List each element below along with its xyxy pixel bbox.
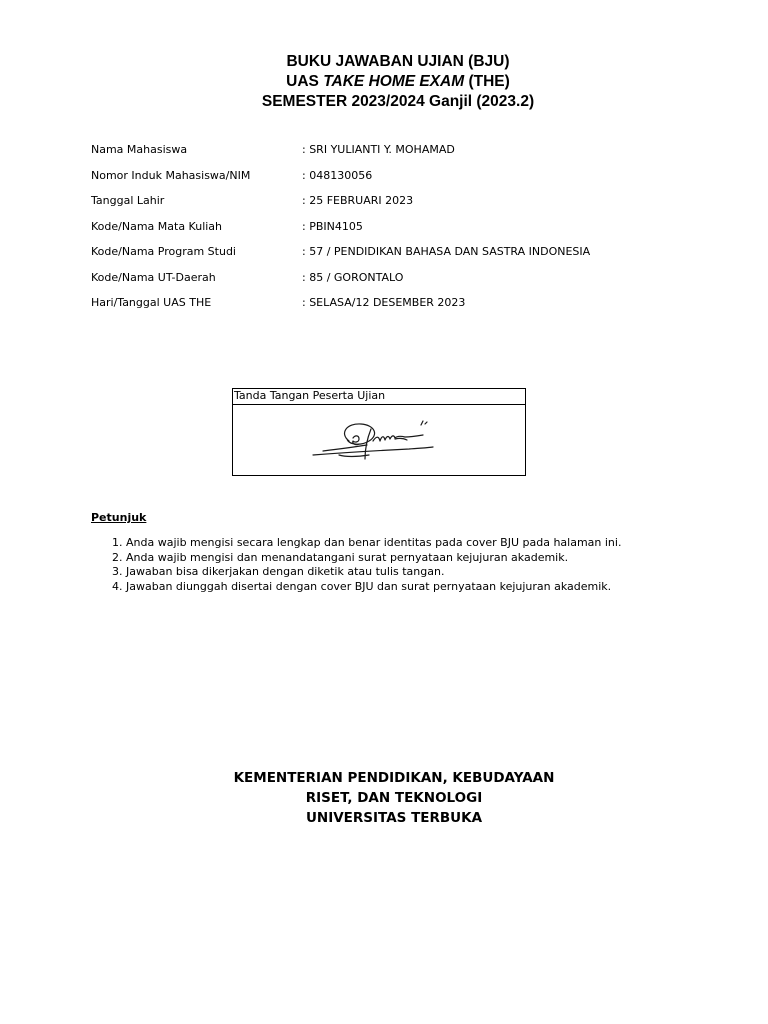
title-line-3: SEMESTER 2023/2024 Ganjil (2023.2): [261, 93, 535, 110]
identity-label: Kode/Nama UT-Daerah: [91, 270, 216, 284]
identity-row-exam-date: [91, 294, 711, 320]
title-line-2-suffix: (THE): [464, 73, 510, 90]
identity-label: Tanggal Lahir: [91, 194, 165, 207]
identity-label: Kode/Nama Mata Kuliah: [91, 219, 223, 233]
identity-row-region: [91, 269, 711, 295]
title-line-1: BUKU JAWABAN UJIAN (BJU): [286, 53, 510, 70]
identity-value: : 57 / PENDIDIKAN BAHASA DAN SASTRA INDONESIA: [302, 245, 591, 258]
identity-label: Hari/Tanggal UAS THE: [91, 296, 212, 309]
identity-value: : PBIN4105: [302, 219, 363, 233]
signature-box-header: Tanda Tangan Peserta Ujian: [233, 389, 525, 405]
list-item: 2. Anda wajib mengisi dan menandatangani surat pernyataan kejujuran akademik.: [126, 551, 711, 566]
identity-value: : 048130056: [302, 168, 373, 182]
identity-value: : 25 FEBRUARI 2023: [302, 194, 414, 207]
list-item: 1. Anda wajib mengisi secara lengkap dan benar identitas pada cover BJU pada halaman ini.: [126, 536, 711, 551]
instructions-section: [91, 510, 711, 594]
identity-value: : SRI YULIANTI Y. MOHAMAD: [302, 143, 455, 156]
footer-line-1: KEMENTERIAN PENDIDIKAN, KEBUDAYAAN: [233, 770, 555, 786]
identity-row-nim: [91, 167, 711, 193]
signature-area: [233, 405, 525, 475]
identity-row-course: [91, 218, 711, 244]
footer-line-2: RISET, DAN TEKNOLOGI: [305, 790, 483, 806]
handwritten-signature: [309, 411, 439, 471]
identity-row-name: [91, 141, 711, 167]
institution-footer: [0, 768, 768, 828]
footer-line-3: UNIVERSITAS TERBUKA: [305, 810, 483, 826]
identity-label: Nomor Induk Mahasiswa/NIM: [91, 168, 251, 182]
identity-label: Kode/Nama Program Studi: [91, 245, 236, 258]
title-line-2: [0, 72, 768, 92]
signature-box: [232, 388, 526, 476]
document-title: [0, 52, 768, 112]
identity-row-birthdate: [91, 192, 711, 218]
title-line-2-italic: TAKE HOME EXAM: [323, 73, 465, 90]
instructions-list: [91, 536, 711, 594]
instructions-title: Petunjuk: [91, 511, 147, 524]
identity-row-program: [91, 243, 711, 269]
identity-label: Nama Mahasiswa: [91, 143, 188, 156]
list-item: 4. Jawaban diunggah disertai dengan cover BJU dan surat pernyataan kejujuran akademik.: [126, 580, 711, 595]
identity-table: [91, 141, 711, 320]
identity-value: : 85 / GORONTALO: [302, 270, 404, 284]
list-item: 3. Jawaban bisa dikerjakan dengan diketik atau tulis tangan.: [126, 565, 711, 580]
title-line-2-prefix: UAS: [286, 73, 324, 90]
identity-value: : SELASA/12 DESEMBER 2023: [302, 296, 466, 309]
